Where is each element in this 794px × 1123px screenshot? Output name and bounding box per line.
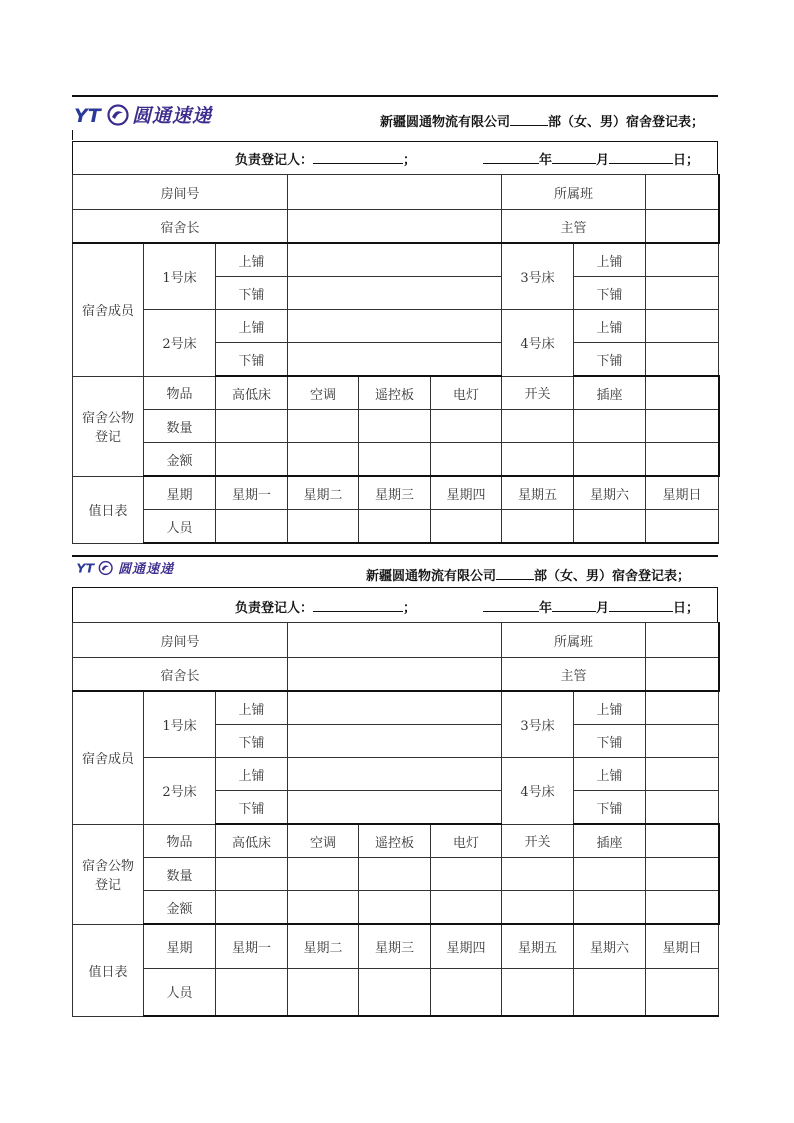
amount-cell[interactable] — [216, 891, 288, 925]
member-cell[interactable] — [288, 691, 502, 725]
weekday-label: 星期 — [144, 476, 216, 510]
room-no-cell[interactable] — [288, 623, 502, 658]
asset-item: 电灯 — [431, 376, 502, 410]
quantity-cell[interactable] — [431, 858, 502, 891]
amount-cell[interactable] — [502, 891, 574, 925]
registrar-row — [72, 588, 718, 622]
bed-lower-label: 下铺 — [216, 277, 288, 310]
day-label: 星期三 — [359, 476, 431, 510]
manager-label: 主管 — [502, 210, 646, 244]
bed-lower-label: 下铺 — [216, 343, 288, 377]
bed-upper-label: 上铺 — [574, 758, 646, 791]
asset-item: 插座 — [574, 376, 646, 410]
member-cell[interactable] — [646, 758, 719, 791]
staff-label: 人员 — [144, 968, 216, 1016]
staff-cell[interactable] — [646, 510, 719, 544]
day-label: 星期日 — [646, 924, 719, 968]
member-cell[interactable] — [288, 791, 502, 825]
registrar-line: 负责登记人： ； — [235, 597, 416, 616]
bed-upper-label: 上铺 — [216, 310, 288, 343]
manager-cell[interactable] — [646, 210, 719, 244]
dorm-head-cell[interactable] — [288, 658, 502, 692]
bed-lower-label: 下铺 — [574, 277, 646, 310]
date-line: 年 月 日； — [483, 149, 699, 168]
day-label: 星期四 — [431, 924, 502, 968]
day-blank[interactable] — [609, 598, 673, 612]
bed-upper-label: 上铺 — [216, 758, 288, 791]
amount-cell[interactable] — [359, 443, 431, 477]
staff-cell[interactable] — [431, 510, 502, 544]
form-title: 新疆圆通物流有限公司 部（女、男）宿舍登记表； — [380, 111, 704, 130]
quantity-cell[interactable] — [216, 858, 288, 891]
yto-logo — [74, 558, 174, 577]
staff-cell[interactable] — [216, 968, 288, 1016]
dorm-head-label: 宿舍长 — [73, 658, 288, 692]
day-label: 星期五 — [502, 476, 574, 510]
staff-cell[interactable] — [431, 968, 502, 1016]
quantity-cell[interactable] — [502, 410, 574, 443]
asset-item: 遥控板 — [359, 376, 431, 410]
staff-cell[interactable] — [502, 510, 574, 544]
quantity-label: 数量 — [144, 858, 216, 891]
bed1-label: 1号床 — [144, 691, 216, 758]
yto-logo-icon — [74, 103, 130, 127]
bed3-label: 3号床 — [502, 243, 574, 310]
class-label: 所属班 — [502, 623, 646, 658]
year-blank[interactable] — [483, 150, 539, 164]
assets-label: 宿舍公物 登记 — [73, 376, 144, 476]
asset-item — [646, 824, 719, 858]
manager-cell[interactable] — [646, 658, 719, 692]
members-label: 宿舍成员 — [73, 243, 144, 376]
member-cell[interactable] — [646, 691, 719, 725]
svg-text:YT: YT — [76, 560, 95, 576]
staff-label: 人员 — [144, 510, 216, 544]
asset-item: 开关 — [502, 824, 574, 858]
bed1-label: 1号床 — [144, 243, 216, 310]
duty-label: 值日表 — [73, 476, 144, 543]
day-label: 星期一 — [216, 924, 288, 968]
quantity-cell[interactable] — [646, 410, 719, 443]
bed3-label: 3号床 — [502, 691, 574, 758]
item-label: 物品 — [144, 376, 216, 410]
quantity-cell[interactable] — [288, 410, 359, 443]
month-blank[interactable] — [552, 598, 596, 612]
form-header — [72, 555, 718, 588]
bed2-label: 2号床 — [144, 758, 216, 825]
asset-item: 高低床 — [216, 824, 288, 858]
amount-cell[interactable] — [431, 891, 502, 925]
day-label: 星期日 — [646, 476, 719, 510]
yto-logo-icon — [74, 560, 116, 576]
registrar-blank[interactable] — [313, 598, 403, 612]
bed-upper-label: 上铺 — [216, 691, 288, 725]
quantity-cell[interactable] — [574, 858, 646, 891]
bed-lower-label: 下铺 — [574, 791, 646, 825]
manager-label: 主管 — [502, 658, 646, 692]
amount-label: 金额 — [144, 891, 216, 925]
class-cell[interactable] — [646, 623, 719, 658]
logo-name: 圆通速递 — [118, 562, 175, 577]
logo-name: 圆通速递 — [132, 105, 213, 127]
class-cell[interactable] — [646, 175, 719, 210]
assets-label: 宿舍公物 登记 — [73, 824, 144, 924]
month-blank[interactable] — [552, 150, 596, 164]
registrar-row — [72, 142, 718, 174]
bed-upper-label: 上铺 — [574, 691, 646, 725]
day-label: 星期六 — [574, 476, 646, 510]
asset-item — [646, 376, 719, 410]
asset-item: 空调 — [288, 376, 359, 410]
bed-upper-label: 上铺 — [216, 243, 288, 277]
quantity-cell[interactable] — [216, 410, 288, 443]
yto-logo — [74, 101, 212, 128]
staff-cell[interactable] — [502, 968, 574, 1016]
bed-upper-label: 上铺 — [574, 310, 646, 343]
quantity-cell[interactable] — [359, 410, 431, 443]
member-cell[interactable] — [288, 243, 502, 277]
amount-cell[interactable] — [646, 443, 719, 477]
room-no-label: 房间号 — [73, 623, 288, 658]
item-label: 物品 — [144, 824, 216, 858]
quantity-cell[interactable] — [359, 858, 431, 891]
bed-lower-label: 下铺 — [216, 725, 288, 758]
staff-cell[interactable] — [359, 510, 431, 544]
year-blank[interactable] — [483, 598, 539, 612]
day-label: 星期三 — [359, 924, 431, 968]
day-blank[interactable] — [609, 150, 673, 164]
day-label: 星期四 — [431, 476, 502, 510]
member-cell[interactable] — [646, 277, 719, 310]
member-cell[interactable] — [646, 243, 719, 277]
bed-upper-label: 上铺 — [574, 243, 646, 277]
amount-cell[interactable] — [574, 443, 646, 477]
staff-cell[interactable] — [359, 968, 431, 1016]
dorm-head-cell[interactable] — [288, 210, 502, 244]
quantity-cell[interactable] — [574, 410, 646, 443]
asset-item: 遥控板 — [359, 824, 431, 858]
bed2-label: 2号床 — [144, 310, 216, 377]
dorm-table — [72, 622, 720, 1017]
day-label: 星期二 — [288, 476, 359, 510]
day-label: 星期五 — [502, 924, 574, 968]
amount-cell[interactable] — [431, 443, 502, 477]
amount-cell[interactable] — [288, 891, 359, 925]
bed4-label: 4号床 — [502, 758, 574, 825]
amount-cell[interactable] — [216, 443, 288, 477]
form-header — [72, 95, 718, 142]
amount-cell[interactable] — [502, 443, 574, 477]
day-label: 星期一 — [216, 476, 288, 510]
staff-cell[interactable] — [574, 968, 646, 1016]
asset-item: 高低床 — [216, 376, 288, 410]
bed4-label: 4号床 — [502, 310, 574, 377]
bed-lower-label: 下铺 — [574, 343, 646, 377]
class-label: 所属班 — [502, 175, 646, 210]
member-cell[interactable] — [288, 310, 502, 343]
quantity-label: 数量 — [144, 410, 216, 443]
quantity-cell[interactable] — [646, 858, 719, 891]
amount-cell[interactable] — [646, 891, 719, 925]
staff-cell[interactable] — [288, 510, 359, 544]
quantity-cell[interactable] — [502, 858, 574, 891]
amount-cell[interactable] — [359, 891, 431, 925]
dept-blank[interactable] — [510, 112, 548, 126]
room-no-cell[interactable] — [288, 175, 502, 210]
date-line: 年 月 日； — [483, 597, 699, 616]
dept-blank[interactable] — [496, 566, 534, 580]
member-cell[interactable] — [646, 725, 719, 758]
member-cell[interactable] — [288, 725, 502, 758]
staff-cell[interactable] — [574, 510, 646, 544]
quantity-cell[interactable] — [288, 858, 359, 891]
dorm-form-1 — [72, 95, 718, 544]
asset-item: 电灯 — [431, 824, 502, 858]
registrar-line: 负责登记人： ； — [235, 149, 416, 168]
asset-item: 空调 — [288, 824, 359, 858]
member-cell[interactable] — [646, 791, 719, 825]
bed-lower-label: 下铺 — [574, 725, 646, 758]
duty-label: 值日表 — [73, 924, 144, 1016]
bed-lower-label: 下铺 — [216, 791, 288, 825]
dorm-form-2 — [72, 555, 718, 1017]
dorm-head-label: 宿舍长 — [73, 210, 288, 244]
asset-item: 插座 — [574, 824, 646, 858]
member-cell[interactable] — [288, 277, 502, 310]
amount-cell[interactable] — [574, 891, 646, 925]
staff-cell[interactable] — [646, 968, 719, 1016]
amount-label: 金额 — [144, 443, 216, 477]
staff-cell[interactable] — [216, 510, 288, 544]
member-cell[interactable] — [288, 758, 502, 791]
weekday-label: 星期 — [144, 924, 216, 968]
staff-cell[interactable] — [288, 968, 359, 1016]
room-no-label: 房间号 — [73, 175, 288, 210]
svg-text:YT: YT — [74, 104, 101, 127]
day-label: 星期二 — [288, 924, 359, 968]
member-cell[interactable] — [288, 343, 502, 377]
registrar-blank[interactable] — [313, 150, 403, 164]
members-label: 宿舍成员 — [73, 691, 144, 824]
member-cell[interactable] — [646, 343, 719, 377]
quantity-cell[interactable] — [431, 410, 502, 443]
asset-item: 开关 — [502, 376, 574, 410]
amount-cell[interactable] — [288, 443, 359, 477]
form-title: 新疆圆通物流有限公司 部（女、男）宿舍登记表； — [366, 565, 690, 584]
dorm-table — [72, 174, 720, 544]
day-label: 星期六 — [574, 924, 646, 968]
member-cell[interactable] — [646, 310, 719, 343]
